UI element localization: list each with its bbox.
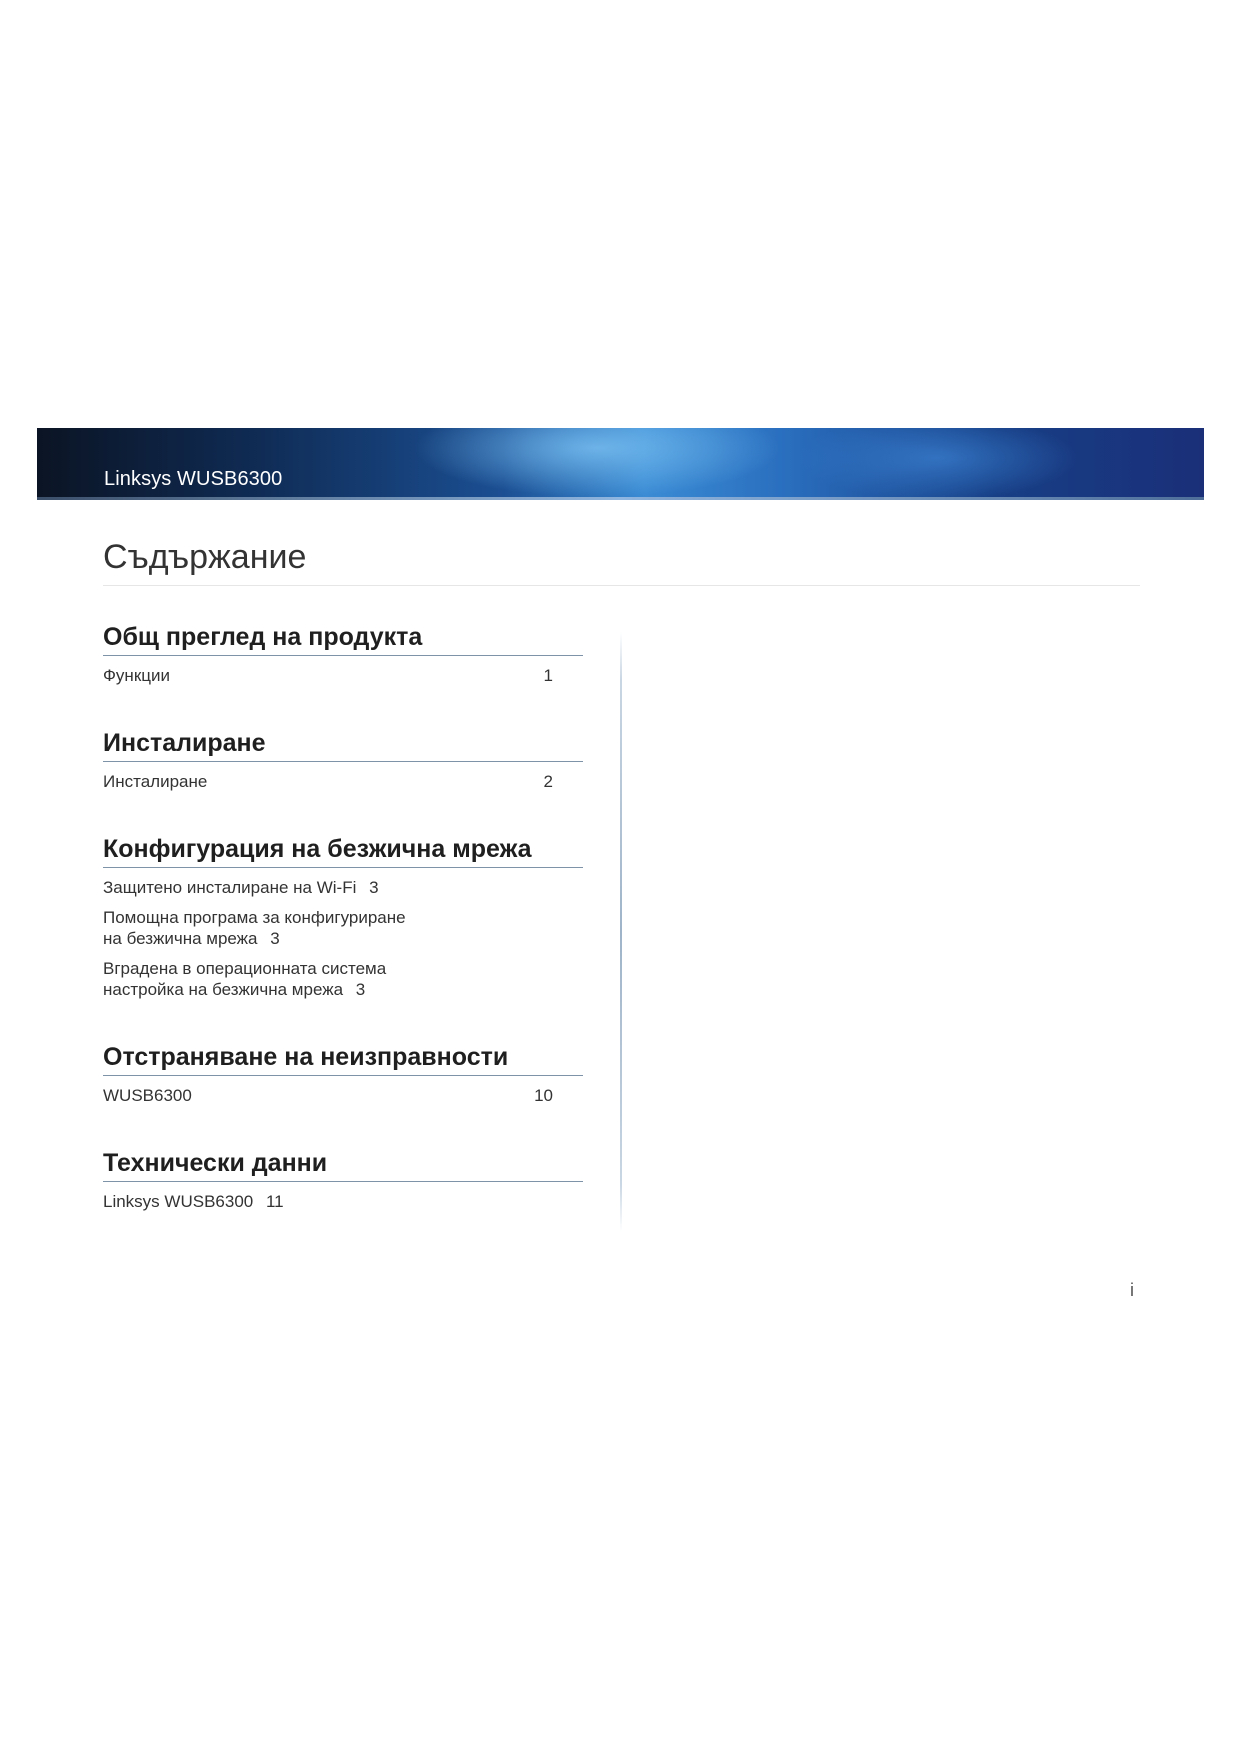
toc-entry-label: Помощна програма за конфигуриране на безжична мрежа	[103, 908, 406, 948]
toc-entry-label: Вградена в операционната система настройка на безжична мрежа	[103, 959, 387, 999]
title-divider	[103, 585, 1140, 586]
section-heading[interactable]: Конфигурация на безжична мрежа	[103, 832, 583, 868]
toc-entry-page: 11	[265, 1192, 284, 1211]
toc-entry-os-wireless-setup[interactable]	[103, 958, 553, 1000]
toc-section-installation	[103, 726, 583, 792]
toc-entry-page: 1	[543, 666, 553, 685]
section-heading[interactable]: Технически данни	[103, 1146, 583, 1182]
toc-entry-page: 3	[369, 878, 379, 897]
header-banner	[37, 428, 1204, 500]
toc-entry-label: Инсталиране	[103, 772, 208, 791]
toc-section-product-overview	[103, 620, 583, 686]
column-divider	[620, 632, 622, 1232]
toc-entry-installation[interactable]	[103, 771, 553, 792]
toc-entry-label: Linksys WUSB6300	[103, 1192, 254, 1211]
toc-section-specifications	[103, 1146, 583, 1212]
toc-entry-label: Функции	[103, 666, 170, 685]
toc-entry-linksys-wusb6300[interactable]	[103, 1191, 553, 1212]
toc-entry-features[interactable]	[103, 665, 553, 686]
toc-entry-wps[interactable]	[103, 877, 553, 898]
toc-section-troubleshooting	[103, 1040, 583, 1106]
section-heading[interactable]: Отстраняване на неизправности	[103, 1040, 583, 1076]
toc-entry-page: 3	[270, 929, 280, 948]
toc-section-wireless-config	[103, 832, 583, 1000]
page-number: i	[1130, 1280, 1134, 1300]
section-heading[interactable]: Общ преглед на продукта	[103, 620, 583, 656]
toc-entry-wusb6300[interactable]	[103, 1085, 553, 1106]
page-title: Съдържание	[103, 538, 307, 576]
toc-entry-page: 3	[355, 980, 366, 999]
section-heading[interactable]: Инсталиране	[103, 726, 583, 762]
product-title: Linksys WUSB6300	[104, 468, 283, 490]
toc-entry-label: WUSB6300	[103, 1086, 192, 1105]
toc-entry-page: 2	[543, 772, 553, 791]
toc-entry-wireless-utility[interactable]	[103, 907, 553, 949]
toc-entry-page: 10	[534, 1086, 553, 1105]
table-of-contents	[103, 620, 583, 1212]
toc-entry-label: Защитено инсталиране на Wi-Fi	[103, 878, 357, 897]
